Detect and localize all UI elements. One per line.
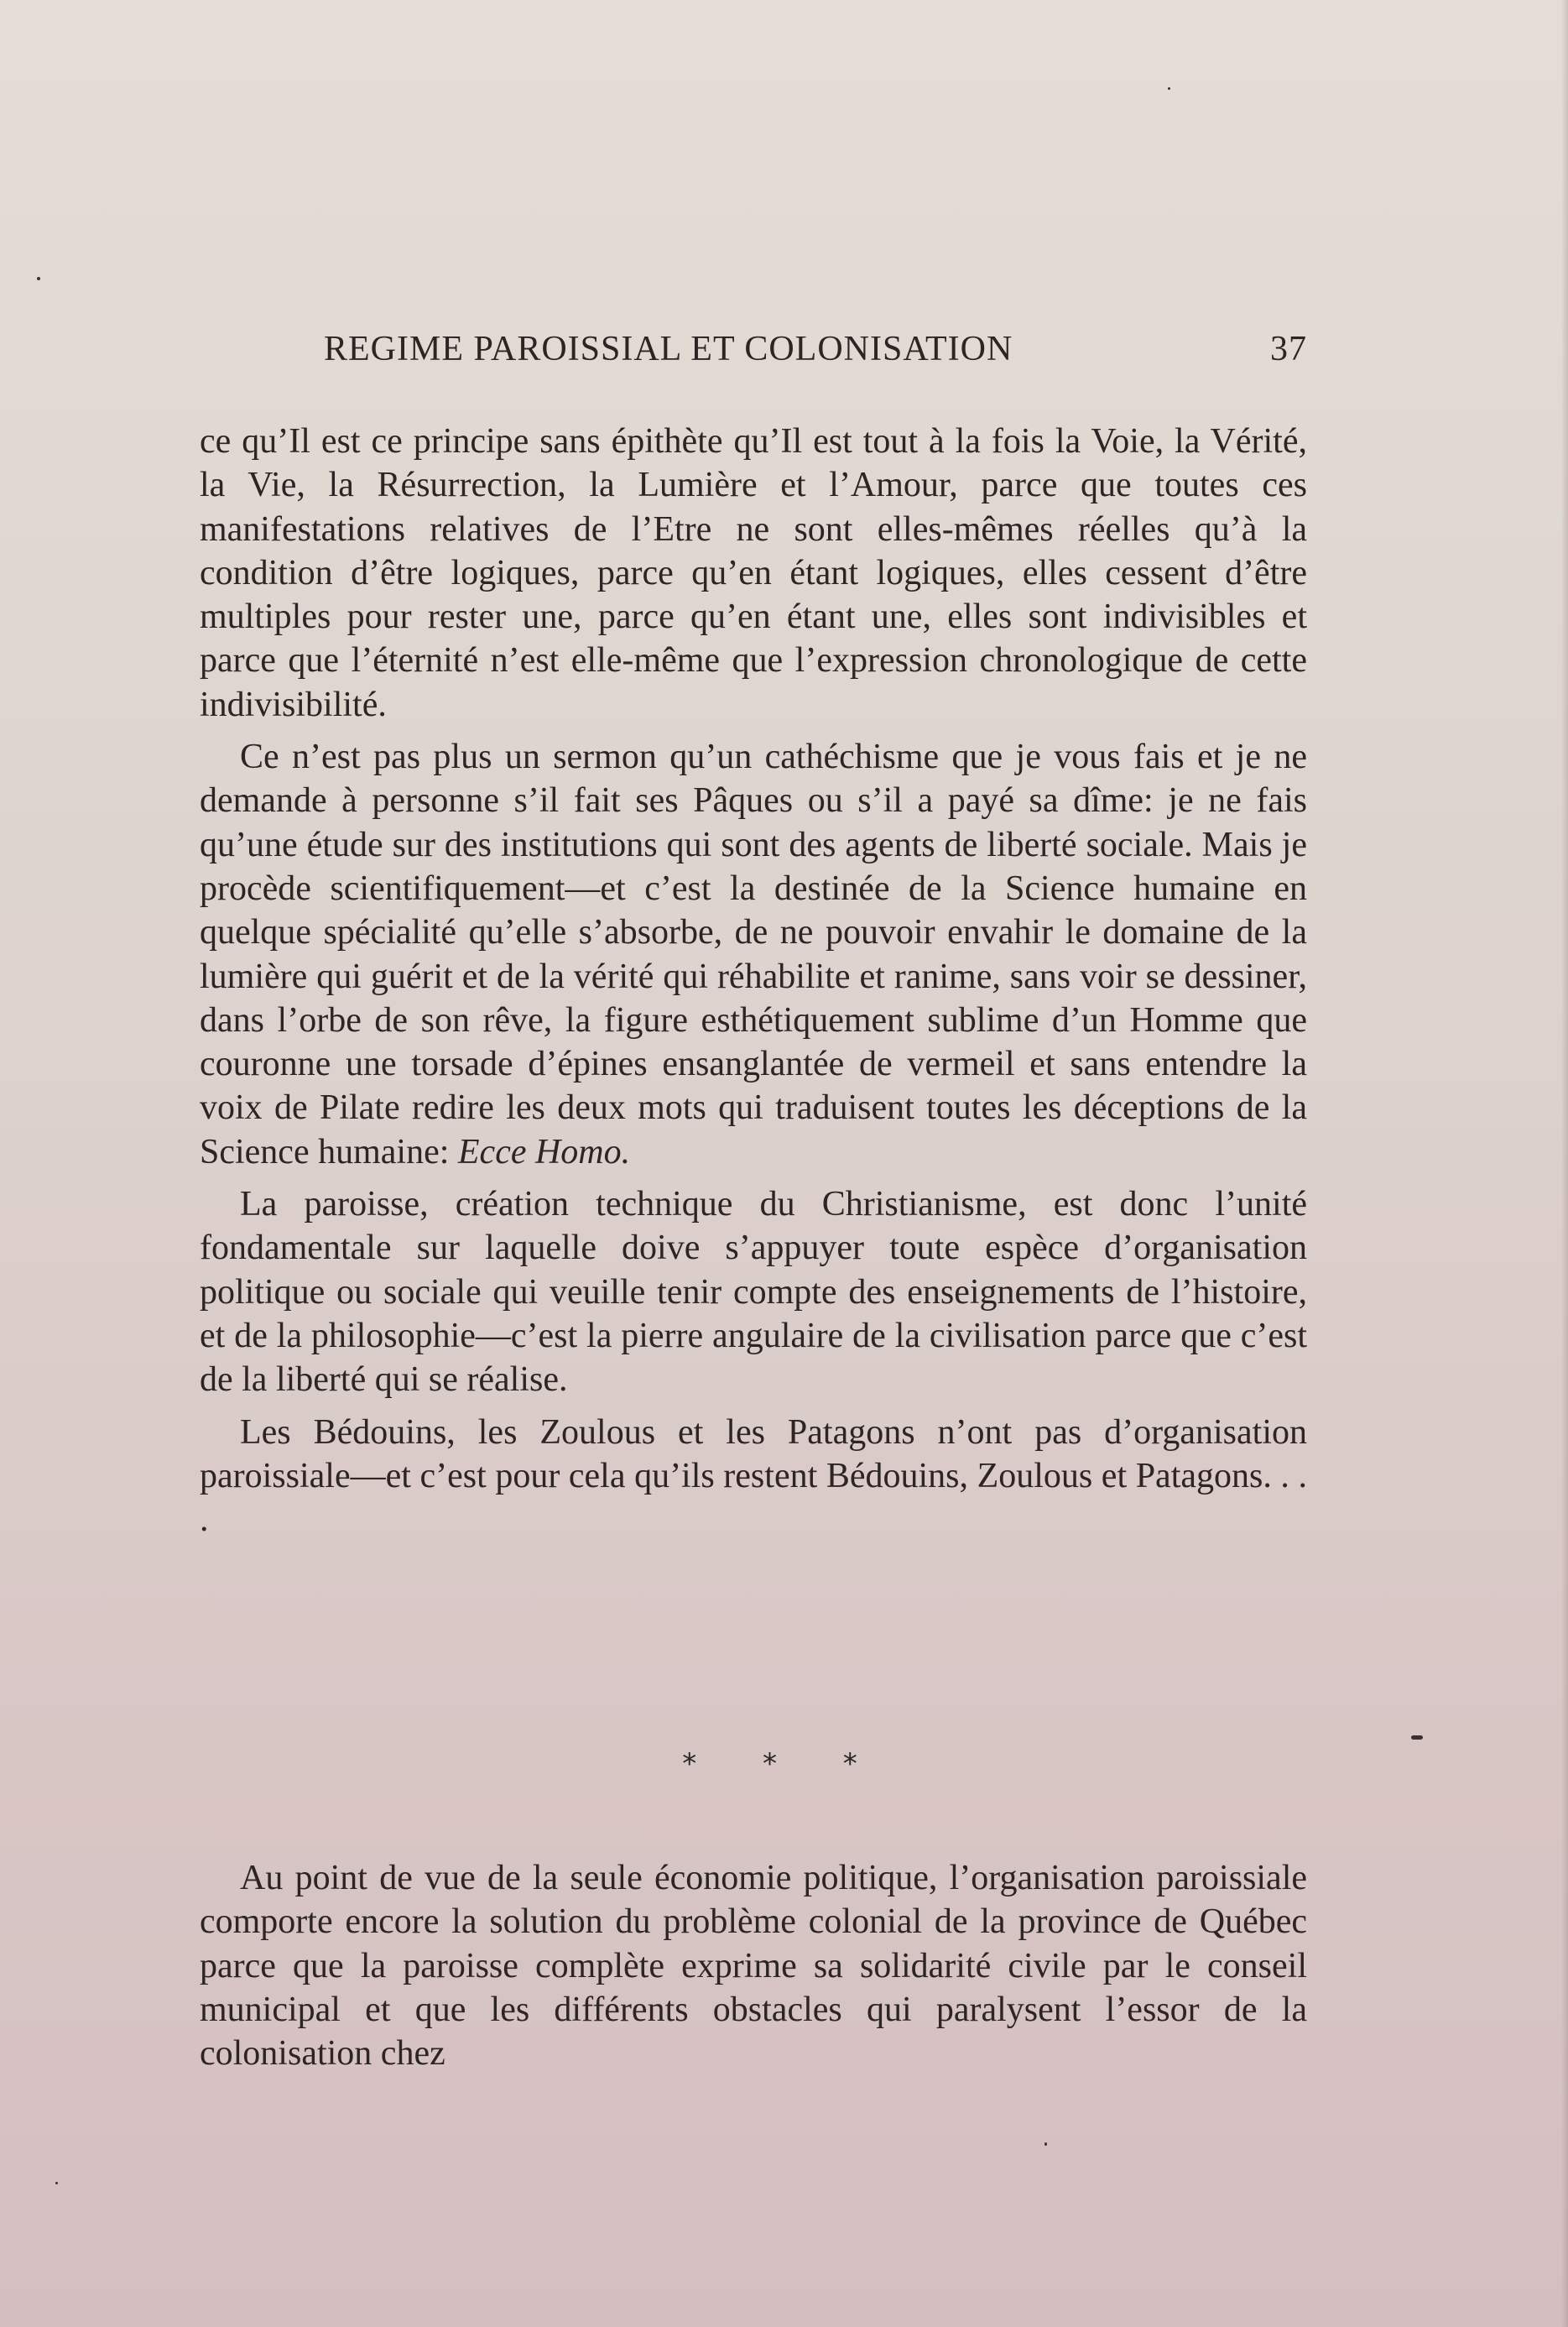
paper-speck xyxy=(55,2182,58,2184)
continued-text xyxy=(200,1856,1307,2084)
paragraph-5: Au point de vue de la seule économie politique, l’organisation paroissiale comporte encore la solution du problème colonial de la province de Québec parce que la paroisse complète exprime sa solidarité civile par le conseil municipal et que les différents obstacles qui paralysent l’essor de la colonisation chez xyxy=(200,1859,1307,2074)
main-text xyxy=(200,420,1307,1550)
paper-speck xyxy=(1411,1735,1423,1740)
paragraph-3: La paroisse, création technique du Christianisme, est donc l’unité fondamentale sur laquelle doive s’appuyer toute espèce d’organisation politique ou sociale qui veuille tenir compte des enseignements de l’histoire, et de la philosophie—c’est la pierre angulaire de la civilisation parce que c’est de la liberté qui se réalise. xyxy=(200,1185,1307,1400)
page-number: 37 xyxy=(1270,330,1307,368)
paper-speck xyxy=(1168,87,1170,90)
page-header xyxy=(200,329,1307,376)
paragraph-1: ce qu’Il est ce principe sans épithète qu’Il est tout à la fois la Voie, la Vérité, la Vie, la Résurrection, la Lumière et l’Amour, parce que toutes ces manifestations relatives de l’Etre ne sont elles-mêmes réelles qu’à la condition d’être logiques, parce qu’en étant logiques, elles cessent d’être multiples pour rester une, parce qu’en étant une, elles sont indivisibles et parce que l’éternité n’est elle-même que l’expression chronologique de cette indivisibilité. xyxy=(200,422,1307,724)
paragraph-4: Les Bédouins, les Zoulous et les Patagons n’ont pas d’organisation paroissiale—et c’est pour cela qu’ils restent Bédouins, Zoulous et Patagons. . . . xyxy=(200,1412,1307,1540)
paragraph-2 xyxy=(200,735,1307,1174)
running-title: REGIME PAROISSIAL ET COLONISATION xyxy=(324,330,1013,368)
paragraph-2-text: Ce n’est pas plus un sermon qu’un cathéchisme que je vous fais et je ne demande à personne s’il fait ses Pâques ou s’il a payé sa dîme: je ne fais qu’une étude sur des institutions qui sont des agents de liberté sociale. Mais je procède scientifiquement—et c’est la destinée de la Science humaine en quelque spécialité qu’elle s’absorbe, de ne pouvoir envahir le domaine de la lumière qui guérit et de la vérité qui réhabilite et ranime, sans voir se dessiner, dans l’orbe de son rêve, la figure esthétiquement sublime d’un Homme que couronne une torsade d’épines ensanglantée de vermeil et sans entendre la voix de Pilate redire les deux mots qui traduisent toutes les déceptions de la Science humaine: xyxy=(200,738,1307,1171)
page-edge-shadow xyxy=(1561,0,1568,2327)
section-separator: * * * xyxy=(682,1747,886,1781)
paper-speck xyxy=(1044,2142,1047,2146)
paper-speck xyxy=(37,277,40,280)
paragraph-2-italic: Ecce Homo. xyxy=(457,1132,631,1171)
